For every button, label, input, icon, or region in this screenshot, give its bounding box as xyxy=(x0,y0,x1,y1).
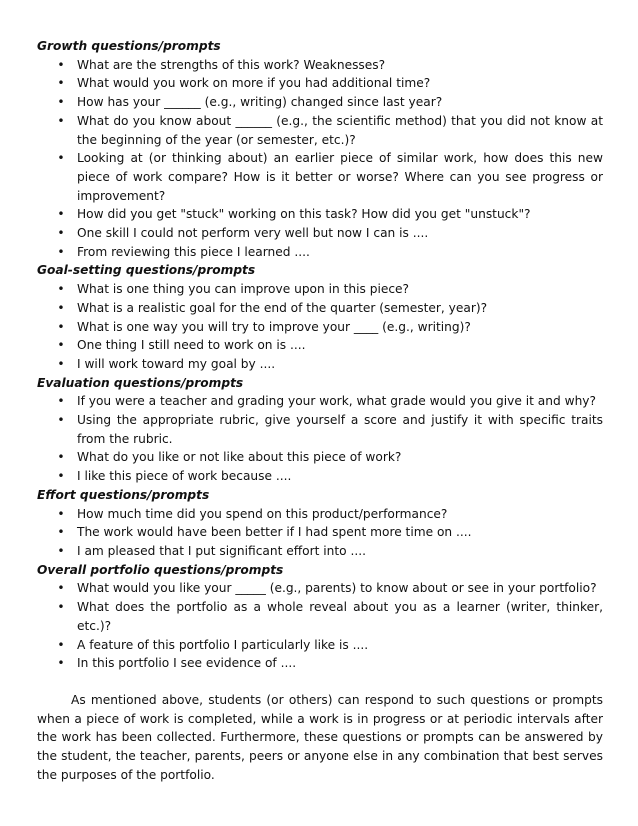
bullet-icon: • xyxy=(57,506,65,521)
bullet-icon: • xyxy=(57,450,65,465)
bullet-icon: • xyxy=(57,338,65,353)
list-item xyxy=(37,93,603,112)
bullet-icon: • xyxy=(57,581,65,596)
list-item xyxy=(37,523,603,542)
list-item xyxy=(37,505,603,524)
section-heading: Growth questions/prompts xyxy=(37,39,221,53)
section-heading: Goal-setting questions/prompts xyxy=(37,263,256,278)
list-item-text: I will work toward my goal by .... xyxy=(77,356,276,371)
list-item-text: A feature of this portfolio I particularly like is .... xyxy=(77,637,369,652)
list-item-text: The work would have been better if I had spent more time on .... xyxy=(77,525,472,540)
list-item xyxy=(37,654,603,673)
prompt-section xyxy=(37,486,603,561)
bullet-icon: • xyxy=(57,319,65,334)
list-item xyxy=(37,56,603,75)
list-item-text: From reviewing this piece I learned .... xyxy=(77,244,310,259)
bullet-icon: • xyxy=(57,76,65,91)
list-item-text: What is one thing you can improve upon in this piece? xyxy=(77,282,409,297)
prompt-section xyxy=(37,374,603,486)
list-item xyxy=(37,243,603,262)
bullet-icon: • xyxy=(57,637,65,652)
list-item xyxy=(37,318,603,337)
list-item-text: What do you like or not like about this piece of work? xyxy=(77,450,402,465)
list-item-text: What is a realistic goal for the end of the quarter (semester, year)? xyxy=(77,300,488,315)
bullet-icon: • xyxy=(57,57,65,72)
list-item-text: I am pleased that I put significant effort into .... xyxy=(77,543,366,558)
prompt-section xyxy=(37,261,603,373)
bullet-icon: • xyxy=(57,413,65,428)
list-item xyxy=(37,112,603,149)
list-item-text: What do you know about ______ (e.g., the scientific method) that you did not know at the beginning of the year (or semester, etc.)? xyxy=(77,113,603,147)
list-item xyxy=(37,280,603,299)
bullet-icon: • xyxy=(57,525,65,540)
prompt-list xyxy=(37,280,603,374)
section-heading: Overall portfolio questions/prompts xyxy=(37,562,284,577)
closing-paragraph: As mentioned above, students (or others) can respond to such questions or prompts when a piece of work is completed, while a work is in progress or at periodic intervals after the work has been collected. Furthermore, these questions or prompts can be answered by the student, the teacher, parents, peers or anyone else in any combination that best serves the purposes of the portfolio. xyxy=(37,692,603,782)
prompt-section xyxy=(37,37,603,261)
list-item-text: Using the appropriate rubric, give yourself a score and justify it with specific traits from the rubric. xyxy=(77,413,603,446)
prompt-list xyxy=(37,505,603,561)
list-item xyxy=(37,224,603,243)
bullet-icon: • xyxy=(57,656,65,671)
bullet-icon: • xyxy=(57,543,65,558)
document-page xyxy=(37,37,603,784)
list-item-text: I like this piece of work because .... xyxy=(77,469,292,484)
bullet-icon: • xyxy=(57,113,65,128)
list-item xyxy=(37,411,603,448)
bullet-icon: • xyxy=(57,469,65,484)
prompt-list xyxy=(37,56,603,262)
section-heading: Evaluation questions/prompts xyxy=(37,375,244,390)
list-item xyxy=(37,579,603,598)
prompt-list xyxy=(37,579,603,673)
list-item xyxy=(37,467,603,486)
list-item xyxy=(37,636,603,655)
bullet-icon: • xyxy=(57,600,65,615)
section-heading: Effort questions/prompts xyxy=(37,487,210,502)
list-item-text: If you were a teacher and grading your work, what grade would you give it and why? xyxy=(77,394,596,409)
list-item xyxy=(37,355,603,374)
list-item-text: How much time did you spend on this product/performance? xyxy=(77,506,448,521)
list-item-text: How has your ______ (e.g., writing) changed since last year? xyxy=(77,95,443,110)
bullet-icon: • xyxy=(57,226,65,241)
list-item-text: What would you work on more if you had additional time? xyxy=(77,76,431,91)
bullet-icon: • xyxy=(57,300,65,315)
bullet-icon: • xyxy=(57,394,65,409)
list-item xyxy=(37,149,603,205)
bullet-icon: • xyxy=(57,95,65,110)
list-item-text: What is one way you will try to improve your ____ (e.g., writing)? xyxy=(77,319,471,334)
list-item xyxy=(37,74,603,93)
bullet-icon: • xyxy=(57,282,65,297)
list-item-text: Looking at (or thinking about) an earlier piece of similar work, how does this new piece of work compare? How is it better or worse? Where can you see progress or improvement? xyxy=(77,151,603,203)
list-item xyxy=(37,299,603,318)
list-item xyxy=(37,542,603,561)
prompt-list xyxy=(37,392,603,486)
bullet-icon: • xyxy=(57,244,65,259)
bullet-icon: • xyxy=(57,151,65,166)
list-item-text: How did you get "stuck" working on this task? How did you get "unstuck"? xyxy=(77,207,531,222)
list-item xyxy=(37,336,603,355)
bullet-icon: • xyxy=(57,207,65,222)
list-item-text: In this portfolio I see evidence of .... xyxy=(77,656,297,671)
list-item xyxy=(37,205,603,224)
list-item xyxy=(37,598,603,635)
prompt-section xyxy=(37,561,603,673)
list-item-text: One skill I could not perform very well but now I can is .... xyxy=(77,226,429,241)
list-item-text: What are the strengths of this work? Weaknesses? xyxy=(77,57,386,72)
list-item-text: What would you like your _____ (e.g., parents) to know about or see in your portfolio? xyxy=(77,581,597,596)
list-item xyxy=(37,448,603,467)
list-item xyxy=(37,392,603,411)
list-item-text: One thing I still need to work on is .... xyxy=(77,338,306,353)
list-item-text: What does the portfolio as a whole reveal about you as a learner (writer, thinker, etc.)? xyxy=(77,600,603,633)
bullet-icon: • xyxy=(57,356,65,371)
prompt-sections xyxy=(37,37,603,673)
